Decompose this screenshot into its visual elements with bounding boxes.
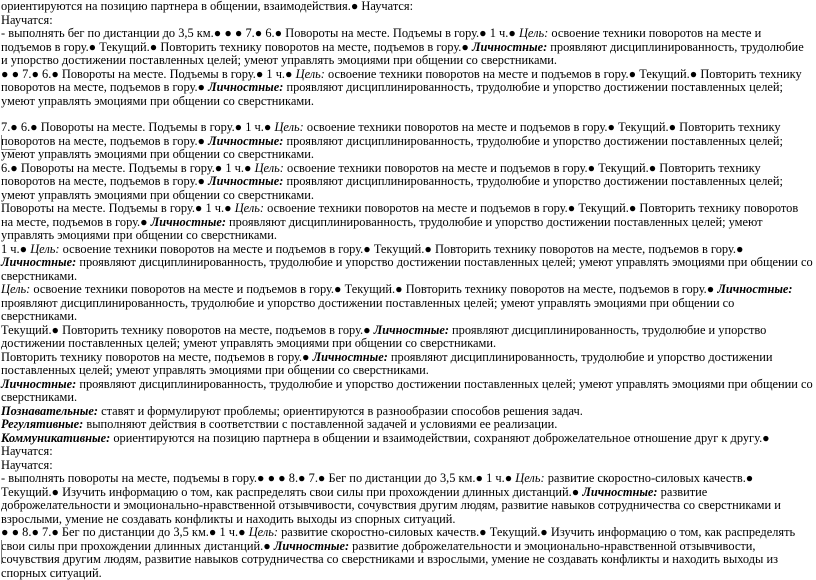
paragraph	[1, 243, 813, 284]
goal-label: Цель:	[234, 201, 265, 215]
paragraph	[1, 432, 813, 459]
paragraph	[1, 418, 813, 432]
paragraph	[1, 472, 813, 526]
personal-label: Личностные:	[273, 538, 350, 553]
paragraph: ориентируются на позицию партнера в общении, взаимодействия.● Научатся:	[1, 0, 414, 13]
text-run: развитие доброжелательности и эмоционально-нравственной отзывчивости, сочувствия другим людям, развитие навыков сотрудничества со сверстниками и взрослыми, умение не создавать конфликты и находить выходы из спорных ситуаций.	[1, 538, 779, 580]
text-run: ● ● 7.● 6.● Повороты на месте. Подъемы в гору.● 1 ч.●	[1, 66, 296, 81]
regulatory-label: Регулятивные:	[1, 417, 84, 431]
text-run: освоение техники поворотов на месте и подъемов в гору.● Текущий.● Повторить технику поворотов на месте, подъемов в гору.●	[1, 120, 781, 148]
text-run: освоение техники поворотов на месте и подъемов в гору.● Текущий.● Повторить технику поворотов на месте, подъемов в гору.●	[1, 66, 802, 94]
text-run: освоение техники поворотов на месте и подъемов в гору.● Текущий.● Повторить технику поворотов на месте, подъемов в гору.●	[1, 160, 761, 188]
text-run: развитие доброжелательности и эмоционально-нравственной отзывчивости, сочувствия другим людям, развитие навыков сотрудничества со сверстниками и взрослыми, умение не создавать конфликты и находить выходы из спорных ситуаций.	[1, 484, 781, 526]
goal-label: Цель:	[295, 66, 325, 81]
paragraph	[1, 68, 813, 109]
paragraph	[1, 121, 813, 162]
text-run: 6.● Повороты на месте. Подъемы в гору.● 1 ч.●	[1, 160, 255, 175]
table-border	[1, 135, 16, 150]
table-border	[1, 540, 16, 564]
goal-label: Цель:	[248, 525, 278, 539]
text-run: - выполнять повороты на месте, подъемы в гору.● ● ● 8.● 7.● Бег по дистанции до 3,5 км.● 1 ч.●	[1, 471, 516, 485]
paragraph	[1, 27, 813, 68]
text-run: проявляют дисциплинированность, трудолюбие и упорство достижении поставленных целей; умеют управлять эмоциями при общении со сверстниками.	[1, 376, 813, 404]
text-run: выполняют действия в соответствии с поставленной задачей и условиями ее реализации.	[83, 417, 558, 431]
personal-label: Личностные:	[150, 214, 226, 229]
personal-label: Личностные:	[471, 39, 548, 54]
cognitive-label: Познавательные:	[1, 403, 99, 418]
personal-label: Личностные:	[208, 133, 284, 148]
text-run: проявляют дисциплинированность, трудолюбие и упорство достижении поставленных целей; умеют управлять эмоциями при общении со сверстниками.	[1, 174, 783, 202]
goal-label: Цель:	[254, 160, 284, 175]
paragraph	[1, 405, 813, 419]
text-run: проявляют дисциплинированность, трудолюбие и упорство достижении поставленных целей; умеют управлять эмоциями при общении со сверстниками.	[1, 322, 767, 350]
personal-label: Личностные:	[208, 174, 284, 188]
text-run: освоение техники поворотов на месте и подъемов в гору.● Текущий.● Повторить технику поворотов на месте, подъемов в гору.●	[30, 282, 718, 296]
personal-label: Личностные:	[717, 282, 793, 296]
goal-label: Цель:	[1, 282, 31, 296]
text-run: Текущий.● Повторить технику поворотов на месте, подъемов в гору.●	[1, 322, 374, 337]
text-run: развитие скоростно-силовых качеств.● Текущий.● Изучить информацию о том, как распределять свои силы при прохождении длинных дистанций.●	[1, 525, 796, 553]
paragraph	[1, 283, 813, 324]
communicative-label: Коммуникативные:	[1, 430, 111, 445]
text-run: проявляют дисциплинированность, трудолюбие и упорство достижении поставленных целей; умеют управлять эмоциями при общении со сверстниками.	[1, 39, 804, 67]
personal-label: Личностные:	[1, 376, 77, 391]
text-run: проявляют дисциплинированность, трудолюбие и упорство достижении поставленных целей; умеют управлять эмоциями при общении со сверстниками.	[1, 349, 773, 377]
paragraph	[1, 351, 813, 378]
text-run: - выполнять бег по дистанции до 3,5 км.● ● ● 7.● 6.● Повороты на месте. Подъемы в гору.● 1 ч.●	[1, 26, 519, 40]
goal-label: Цель:	[274, 120, 304, 134]
text-run: освоение техники поворотов на месте и подъемов в гору.● Текущий.● Повторить технику поворотов на месте, подъемов в гору.●	[1, 26, 762, 54]
text-run: проявляют дисциплинированность, трудолюбие и упорство достижении поставленных целей; умеют управлять эмоциями при общении со сверстниками.	[1, 214, 763, 242]
text-run: Повороты на месте. Подъемы в гору.● 1 ч.●	[1, 201, 235, 215]
text-run: освоение техники поворотов на месте и подъемов в гору.● Текущий.● Повторить технику поворотов на месте, подъемов в гору.●	[59, 241, 744, 256]
personal-label: Личностные:	[373, 322, 449, 337]
paragraph	[1, 526, 813, 580]
text-run: освоение техники поворотов на месте и подъемов в гору.● Текущий.● Повторить технику поворотов на месте, подъемов в гору.●	[1, 201, 799, 229]
personal-label: Личностные:	[582, 484, 658, 499]
text-run: развитие скоростно-силовых качеств.● Текущий.● Изучить информацию о том, как распределять свои силы при прохождении длинных дистанций.●	[1, 471, 754, 499]
document-body	[1, 0, 813, 580]
paragraph	[1, 202, 813, 243]
goal-label: Цель:	[518, 26, 549, 40]
paragraph: Научатся:	[1, 457, 53, 472]
paragraph: Научатся:	[1, 12, 53, 27]
text-run: 1 ч.●	[1, 241, 31, 256]
text-run: ставят и формулируют проблемы; ориентируются в разнообразии способов решения задач.	[98, 403, 583, 418]
paragraph	[1, 324, 813, 351]
goal-label: Цель:	[515, 471, 545, 485]
text-run: 7.● 6.● Повороты на месте. Подъемы в гору.● 1 ч.●	[1, 120, 275, 134]
personal-label: Личностные:	[1, 255, 77, 269]
text-run: проявляют дисциплинированность, трудолюбие и упорство достижении поставленных целей; умеют управлять эмоциями при общении со сверстниками.	[1, 295, 735, 323]
text-run: проявляют дисциплинированность, трудолюбие и упорство достижении поставленных целей; умеют управлять эмоциями при общении со сверстниками.	[1, 80, 783, 108]
paragraph	[1, 162, 813, 203]
text-run: Повторить технику поворотов на месте, подъемов в гору.●	[1, 349, 313, 364]
paragraph	[1, 378, 813, 405]
text-run: ориентируются на позицию партнера в общении и взаимодействии, сохраняют доброжелательное отношение друг к другу.● Научатся:	[1, 430, 770, 458]
text-run: ● ● 8.● 7.● Бег по дистанции до 3,5 км.● 1 ч.●	[1, 525, 249, 539]
text-run: проявляют дисциплинированность, трудолюбие и упорство достижении поставленных целей; умеют управлять эмоциями при общении со сверстниками.	[1, 133, 783, 161]
goal-label: Цель:	[30, 241, 60, 256]
text-run: проявляют дисциплинированность, трудолюбие и упорство достижении поставленных целей; умеют управлять эмоциями при общении со сверстниками.	[1, 255, 813, 283]
personal-label: Личностные:	[312, 349, 388, 364]
personal-label: Личностные:	[208, 80, 284, 94]
